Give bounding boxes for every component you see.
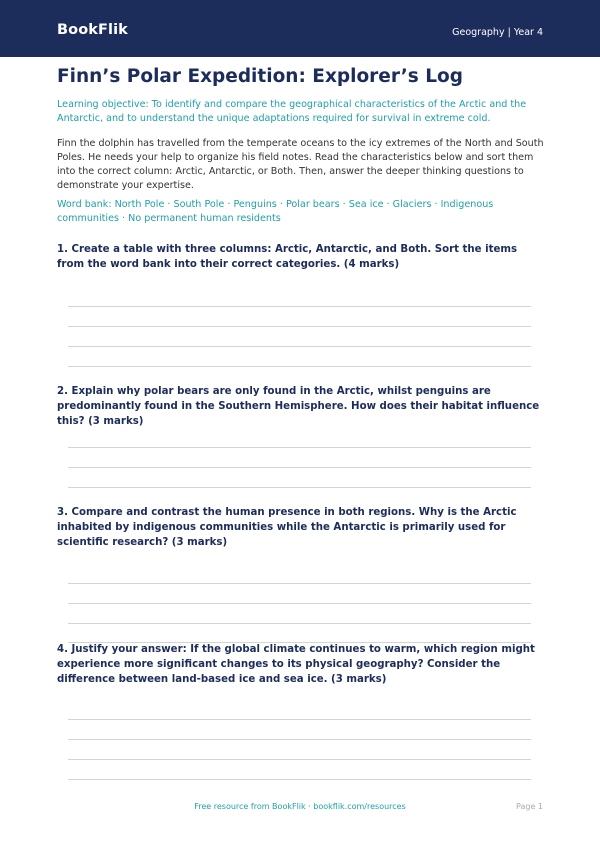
- question-1: 1. Create a table with three columns: Arctic, Antarctic, and Both. Sort the items from the word bank into their correct categories. (4 marks): [57, 244, 518, 270]
- answer-line[interactable]: [68, 779, 531, 780]
- answer-line[interactable]: [68, 306, 531, 307]
- word-bank: Word bank: North Pole · South Pole · Penguins · Polar bears · Sea ice · Glaciers · Indigenous communities · No permanent human residents: [57, 199, 494, 224]
- answer-line[interactable]: [68, 366, 531, 367]
- answer-line[interactable]: [68, 603, 531, 604]
- answer-line[interactable]: [68, 759, 531, 760]
- answer-line[interactable]: [68, 583, 531, 584]
- intro-paragraph: Finn the dolphin has travelled from the temperate oceans to the icy extremes of the North and South Poles. He needs your help to organize his field notes. Read the characteristics below and sort them into the correct column: Arctic, Antarctic, or Both. Then, answer the deeper thinking questions to demonstrate your expertise.: [57, 138, 544, 191]
- footer-resource-link[interactable]: Free resource from BookFlik · bookflik.com/resources: [194, 802, 406, 811]
- page-number: Page 1: [516, 802, 543, 811]
- question-2: 2. Explain why polar bears are only found in the Arctic, whilst penguins are predominantly found in the Southern Hemisphere. How does their habitat influence this? (3 marks): [57, 386, 540, 427]
- answer-line[interactable]: [68, 467, 531, 468]
- learning-objective: Learning objective: To identify and compare the geographical characteristics of the Arctic and the Antarctic, and to understand the unique adaptations required for survival in extreme cold.: [57, 99, 527, 124]
- brand-logo-text: BookFlik: [57, 22, 128, 38]
- question-4: 4. Justify your answer: If the global climate continues to warm, which region might experience more significant changes to its physical geography? Consider the difference between land-based ice and sea ice. (3 marks): [57, 644, 535, 685]
- header-bar: [0, 0, 600, 57]
- answer-line[interactable]: [68, 739, 531, 740]
- page-title: Finn’s Polar Expedition: Explorer’s Log: [57, 66, 463, 87]
- answer-line[interactable]: [68, 623, 531, 624]
- answer-line[interactable]: [68, 447, 531, 448]
- subject-label: Geography | Year 4: [452, 27, 543, 38]
- question-3: 3. Compare and contrast the human presence in both regions. Why is the Arctic inhabited by indigenous communities while the Antarctic is primarily used for scientific research? (3 marks): [57, 507, 517, 548]
- answer-line[interactable]: [68, 346, 531, 347]
- answer-line[interactable]: [68, 487, 531, 488]
- answer-line[interactable]: [68, 719, 531, 720]
- answer-line[interactable]: [68, 326, 531, 327]
